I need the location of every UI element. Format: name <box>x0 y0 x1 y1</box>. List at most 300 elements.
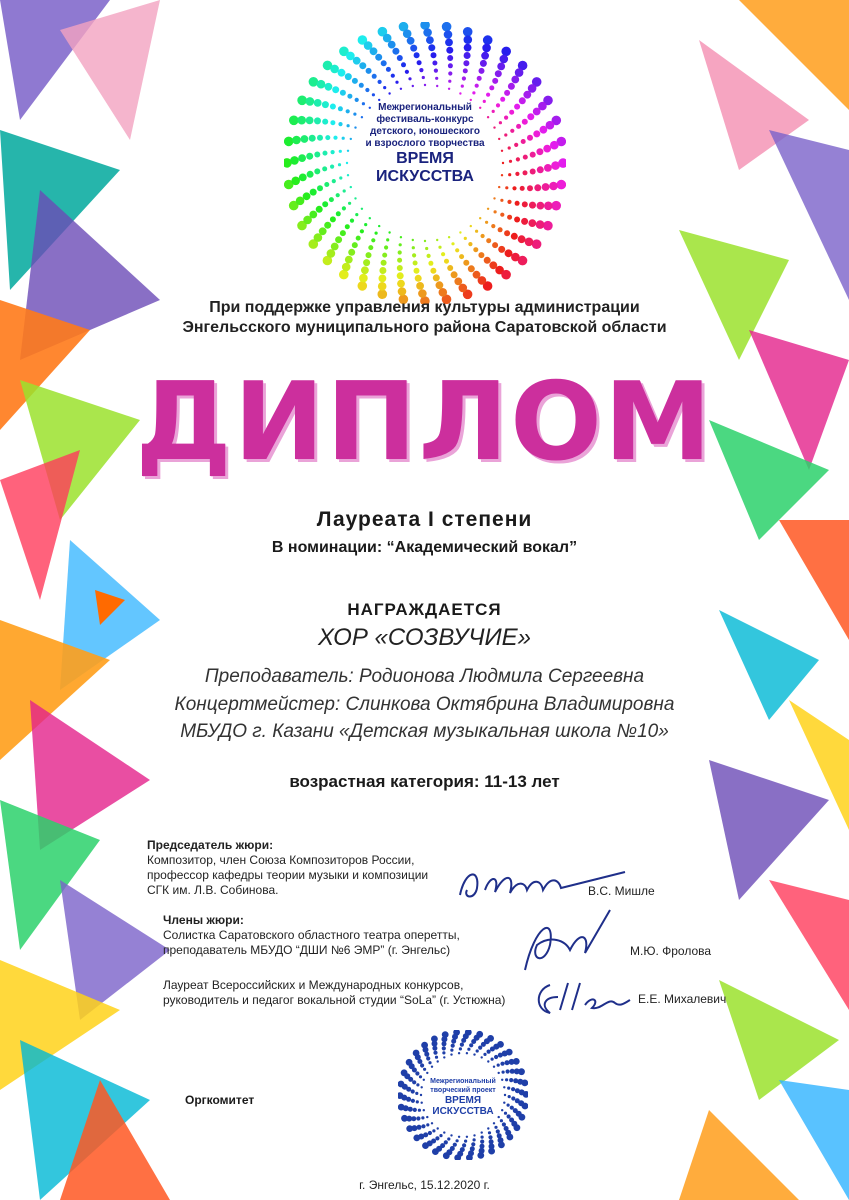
logo-dot <box>416 1116 420 1120</box>
logo-dot <box>454 278 462 286</box>
logo-dot <box>500 1119 503 1122</box>
logo-dot <box>417 1125 422 1130</box>
logo-dot <box>508 83 515 90</box>
logo-dot <box>473 271 481 279</box>
logo-dot <box>319 227 327 235</box>
logo-dot <box>529 202 536 209</box>
logo-dot <box>423 1132 428 1137</box>
logo-dot <box>505 249 513 257</box>
stamp-line-3: ВРЕМЯ <box>444 1095 482 1106</box>
logo-dot <box>451 271 458 278</box>
logo-dot <box>479 217 481 219</box>
logo-dot <box>481 1136 484 1139</box>
logo-dot <box>399 243 402 246</box>
logo-dot <box>338 69 346 77</box>
logo-dot <box>511 253 520 262</box>
logo-dot <box>432 1041 438 1047</box>
logo-dot <box>401 62 406 67</box>
member-1-line-1: Солистка Саратовского областного театра оперетты, <box>163 928 460 942</box>
logo-dot <box>532 239 542 249</box>
member-2-name: Е.Е. Михалевич <box>638 992 727 1006</box>
logo-dot <box>441 1036 447 1042</box>
logo-line-6: ИСКУССТВА <box>376 168 474 185</box>
logo-dot <box>424 84 426 86</box>
logo-dot <box>511 76 519 84</box>
logo-dot <box>356 236 361 241</box>
logo-dot <box>473 247 478 252</box>
logo-dot <box>371 238 375 242</box>
logo-dot <box>483 35 493 45</box>
logo-dot <box>475 84 479 88</box>
logo-dot <box>491 1058 494 1061</box>
logo-dot <box>426 1123 429 1126</box>
logo-dot <box>322 201 328 207</box>
logo-dot <box>491 224 495 228</box>
logo-dot <box>369 217 371 219</box>
logo-dot <box>405 70 409 74</box>
logo-dot <box>481 1131 483 1133</box>
logo-dot <box>461 1038 466 1043</box>
logo-dot <box>439 1134 442 1137</box>
logo-dot <box>414 268 420 274</box>
logo-dot <box>512 186 516 190</box>
logo-dot <box>459 92 461 94</box>
logo-dot <box>528 219 536 227</box>
logo-dot <box>492 242 498 248</box>
logo-dot <box>412 246 415 249</box>
logo-dot <box>470 99 472 101</box>
logo-dot <box>511 233 518 240</box>
logo-dot <box>467 1048 470 1051</box>
logo-dot <box>363 259 370 266</box>
logo-dot <box>507 200 511 204</box>
logo-dot <box>375 232 378 235</box>
logo-dot <box>492 78 498 84</box>
footer-place-date: г. Энгельс, 15.12.2020 г. <box>359 1178 490 1192</box>
logo-dot <box>504 230 510 236</box>
logo-dot <box>442 22 452 32</box>
logo-dot <box>484 257 491 264</box>
logo-dot <box>502 1071 505 1074</box>
logo-dot <box>452 1034 458 1040</box>
stamp-line-2: творческий проект <box>430 1087 496 1094</box>
logo-dot <box>424 240 426 242</box>
logo-dot <box>426 36 434 44</box>
logo-dot <box>487 1060 489 1062</box>
logo-dot <box>464 44 472 52</box>
logo-dot <box>525 238 534 247</box>
logo-dot <box>358 281 368 291</box>
logo-line-1: Межрегиональный <box>378 102 472 113</box>
support-line-2: Энгельсского муниципального района Саратовской области <box>182 319 667 336</box>
logo-dot <box>423 1068 426 1071</box>
logo-dot <box>498 227 503 232</box>
logo-dot <box>473 1053 475 1055</box>
logo-dot <box>310 189 317 196</box>
logo-dot <box>350 186 352 188</box>
logo-dot <box>432 1046 437 1051</box>
logo-dot <box>451 1044 455 1048</box>
logo-dot <box>415 275 422 282</box>
awardee-heading: НАГРАЖДАЕТСЯ <box>347 600 502 619</box>
logo-dot <box>480 60 487 67</box>
logo-dot <box>410 45 417 52</box>
logo-dot <box>397 280 405 288</box>
logo-dot <box>427 254 431 258</box>
logo-dot <box>413 261 418 266</box>
logo-dot <box>331 243 339 251</box>
logo-dot <box>447 55 453 61</box>
logo-dot <box>493 197 495 199</box>
logo-dot <box>368 245 373 250</box>
jury-chair-name: В.С. Мишле <box>588 884 655 898</box>
logo-dot <box>481 234 485 238</box>
logo-dot <box>379 267 386 274</box>
logo-dot <box>332 86 339 93</box>
logo-dot <box>478 252 484 258</box>
logo-dot <box>464 35 473 44</box>
logo-dot <box>335 236 342 243</box>
logo-dot <box>435 1056 438 1059</box>
logo-line-3: детского, юношеского <box>370 126 480 137</box>
logo-dot <box>463 68 468 73</box>
logo-dot <box>431 1066 433 1068</box>
logo-dot <box>436 239 438 241</box>
logo-dot <box>426 1072 428 1074</box>
logo-dot <box>505 1060 510 1065</box>
logo-dot <box>448 88 450 90</box>
logo-dot <box>448 71 452 75</box>
logo-dot <box>397 272 404 279</box>
logo-dot <box>498 1072 500 1074</box>
logo-dot <box>462 76 466 80</box>
member-2-signature <box>530 975 640 1020</box>
logo-dot <box>400 236 402 238</box>
logo-dot <box>343 189 346 192</box>
logo-dot <box>395 81 398 84</box>
diploma-title: ДИПЛОМ <box>135 360 714 485</box>
logo-dot <box>378 225 380 227</box>
logo-line-5: ВРЕМЯ <box>396 150 454 167</box>
logo-dot <box>495 70 502 77</box>
logo-dot <box>442 1051 445 1054</box>
logo-dot <box>479 1148 485 1154</box>
logo-dot <box>494 210 497 213</box>
member-2-line-1: Лауреат Всероссийских и Международных конкурсов, <box>163 978 464 992</box>
logo-dot <box>498 1053 503 1058</box>
logo-dot <box>345 256 353 264</box>
logo-dot <box>345 224 350 229</box>
logo-dot <box>379 275 387 283</box>
logo-dot <box>464 1140 467 1143</box>
logo-dot <box>447 265 453 271</box>
logo-dot <box>493 1122 495 1124</box>
logo-dot <box>463 260 469 266</box>
logo-dot <box>522 201 528 207</box>
logo-dot <box>378 80 382 84</box>
logo-dot <box>384 245 388 249</box>
logo-dot <box>411 1125 417 1131</box>
logo-dot <box>468 242 472 246</box>
logo-dot <box>488 1131 491 1134</box>
logo-dot <box>428 44 435 51</box>
logo-dot <box>428 1061 431 1064</box>
logo-dot <box>470 225 472 227</box>
logo-dot <box>364 223 367 226</box>
logo-dot <box>442 1046 446 1050</box>
logo-dot <box>428 261 433 266</box>
logo-dot <box>471 1039 476 1044</box>
logo-dot <box>485 221 488 224</box>
logo-dot <box>481 52 489 60</box>
logo-dot <box>329 197 334 202</box>
logo-dot <box>476 1049 479 1052</box>
logo-dot <box>340 90 346 96</box>
logo-dot <box>468 265 475 272</box>
logo-dot <box>489 1139 494 1144</box>
logo-dot <box>505 1130 511 1136</box>
logo-dot <box>342 206 346 210</box>
member-1-signature <box>515 905 625 980</box>
logo-dot <box>352 242 358 248</box>
logo-dot <box>422 76 425 79</box>
logo-dot <box>403 29 412 38</box>
stamp-line-1: Межрегиональный <box>430 1078 496 1085</box>
logo-dot <box>438 246 441 249</box>
logo-dot <box>497 1133 502 1138</box>
logo-dot <box>506 1069 510 1073</box>
logo-dot <box>433 1051 437 1055</box>
logo-dot <box>501 270 511 280</box>
logo-dot <box>423 1047 429 1053</box>
logo-dot <box>425 247 428 250</box>
logo-dot <box>480 1140 484 1144</box>
accompanist-line: Концертмейстер: Слинкова Октябрина Владимировна <box>174 694 675 715</box>
logo-dot <box>500 55 509 64</box>
logo-dot <box>551 201 561 211</box>
logo-dot <box>437 1127 439 1129</box>
festival-logo <box>284 22 566 304</box>
logo-dot <box>498 246 505 253</box>
logo-dot <box>448 80 451 83</box>
logo-dot <box>353 57 361 65</box>
logo-dot <box>345 73 352 80</box>
logo-dot <box>397 55 403 61</box>
logo-dot <box>434 69 438 73</box>
logo-dot <box>420 1063 424 1067</box>
logo-dot <box>441 252 445 256</box>
logo-dot <box>536 220 545 229</box>
logo-dot <box>355 213 358 216</box>
logo-dot <box>494 1055 498 1059</box>
logo-dot <box>361 208 363 210</box>
logo-dot <box>473 1138 476 1141</box>
logo-dot <box>432 1129 435 1132</box>
logo-dot <box>500 199 503 202</box>
logo-dot <box>309 77 319 87</box>
logo-dot <box>414 52 420 58</box>
member-1-name: М.Ю. Фролова <box>630 944 712 958</box>
logo-dot <box>426 1056 430 1060</box>
logo-dot <box>472 91 475 94</box>
logo-dot <box>432 61 437 66</box>
logo-dot <box>412 253 416 257</box>
logo-dot <box>487 208 489 210</box>
member-2-line-2: руководитель и педагог вокальной студии “SoLa” (г. Устюжна) <box>163 993 506 1007</box>
logo-dot <box>366 68 372 74</box>
logo-dot <box>496 1129 500 1133</box>
logo-dot <box>388 92 390 94</box>
logo-dot <box>466 1136 468 1138</box>
logo-dot <box>418 289 427 298</box>
logo-dot <box>431 52 437 58</box>
logo-dot <box>477 76 482 81</box>
logo-dot <box>501 47 511 57</box>
logo-dot <box>361 266 369 274</box>
logo-dot <box>458 1136 460 1138</box>
logo-dot <box>359 274 368 283</box>
logo-dot <box>317 80 326 89</box>
logo-dot <box>436 281 444 289</box>
awardee-name: ХОР «СОЗВУЧИЕ» <box>317 624 532 651</box>
logo-dot <box>446 47 453 54</box>
logo-dot <box>473 1134 475 1136</box>
logo-dot <box>523 91 531 99</box>
logo-dot <box>435 1136 439 1140</box>
logo-dot <box>514 217 520 223</box>
logo-dot <box>444 1140 448 1144</box>
logo-dot <box>433 274 440 281</box>
logo-dot <box>359 62 366 69</box>
logo-dot <box>471 1142 475 1146</box>
logo-dot <box>416 282 424 290</box>
logo-dot <box>450 1134 452 1136</box>
logo-dot <box>448 63 453 68</box>
logo-dot <box>303 192 311 200</box>
logo-dot <box>378 99 380 101</box>
logo-dot <box>520 186 525 191</box>
logo-dot <box>509 1059 515 1065</box>
logo-dot <box>339 270 349 280</box>
logo-dot <box>412 239 414 241</box>
logo-dot <box>336 193 340 197</box>
logo-dot <box>460 1147 465 1152</box>
logo-dot <box>497 1064 500 1067</box>
logo-dot <box>455 248 459 252</box>
logo-dot <box>521 218 528 225</box>
logo-dot <box>436 85 438 87</box>
logo-dot <box>514 1068 520 1074</box>
logo-dot <box>443 1056 445 1058</box>
logo-dot <box>359 83 364 88</box>
logo-dot <box>370 47 378 55</box>
logo-dot <box>412 1068 417 1073</box>
logo-dot <box>381 60 387 66</box>
logo-dot <box>469 1043 473 1047</box>
logo-dot <box>527 185 533 191</box>
logo-dot <box>463 60 469 66</box>
logo-dot <box>309 211 317 219</box>
logo-dot <box>398 287 407 296</box>
logo-dot <box>324 222 331 229</box>
logo-dot <box>431 1139 436 1144</box>
logo-dot <box>498 186 500 188</box>
logo-dot <box>479 68 485 74</box>
logo-dot <box>330 216 336 222</box>
logo-dot <box>450 1049 453 1052</box>
logo-dot <box>417 1059 422 1064</box>
logo-dot <box>459 231 461 233</box>
logo-line-2: фестиваль-конкурс <box>376 114 474 125</box>
logo-dot <box>493 1066 495 1068</box>
logo-dot <box>544 202 553 211</box>
logo-dot <box>498 1142 505 1149</box>
jury-members-heading: Члены жюри: <box>163 913 244 927</box>
logo-dot <box>423 28 432 37</box>
logo-dot <box>442 1041 447 1046</box>
logo-dot <box>463 27 473 37</box>
logo-dot <box>451 1039 456 1044</box>
logo-dot <box>459 254 464 259</box>
logo-dot <box>510 1069 515 1074</box>
logo-dot <box>383 86 386 89</box>
logo-dot <box>397 258 402 263</box>
organizer-stamp <box>398 1030 528 1160</box>
logo-dot <box>515 201 520 206</box>
logo-dot <box>483 1053 486 1056</box>
logo-dot <box>330 65 339 74</box>
member-1-line-2: преподаватель МБУДО “ДШИ №6 ЭМР” (г. Энгельс) <box>163 943 451 957</box>
logo-dot <box>365 88 369 92</box>
logo-dot <box>378 282 387 291</box>
logo-dot <box>515 68 524 77</box>
logo-dot <box>348 202 351 205</box>
logo-dot <box>360 229 364 233</box>
logo-dot <box>386 67 391 72</box>
logo-dot <box>509 1118 514 1123</box>
logo-dot <box>316 206 323 213</box>
jury-chair-line-3: СГК им. Л.В. Собинова. <box>147 883 279 897</box>
logo-dot <box>336 211 341 216</box>
logo-dot <box>489 1143 495 1149</box>
logo-dot <box>437 1060 439 1062</box>
logo-dot <box>417 60 422 65</box>
logo-dot <box>366 252 372 258</box>
logo-dot <box>488 1135 492 1139</box>
logo-dot <box>460 1043 464 1047</box>
logo-dot <box>428 1131 432 1135</box>
logo-dot <box>388 41 396 49</box>
logo-dot <box>486 238 491 243</box>
logo-dot <box>458 1052 460 1054</box>
logo-dot <box>354 197 356 199</box>
logo-dot <box>348 249 355 256</box>
logo-dot <box>486 93 490 97</box>
logo-dot <box>386 238 389 241</box>
logo-dot <box>487 1050 491 1054</box>
award-degree: Лауреата I степени <box>316 508 533 531</box>
logo-dot <box>372 93 375 96</box>
logo-dot <box>317 185 323 191</box>
logo-dot <box>480 1144 485 1149</box>
logo-dot <box>412 85 414 87</box>
logo-dot <box>375 54 382 61</box>
logo-dot <box>497 63 505 71</box>
logo-dot <box>388 231 390 233</box>
logo-dot <box>443 1131 445 1133</box>
logo-dot <box>500 1062 504 1066</box>
logo-dot <box>464 52 471 59</box>
